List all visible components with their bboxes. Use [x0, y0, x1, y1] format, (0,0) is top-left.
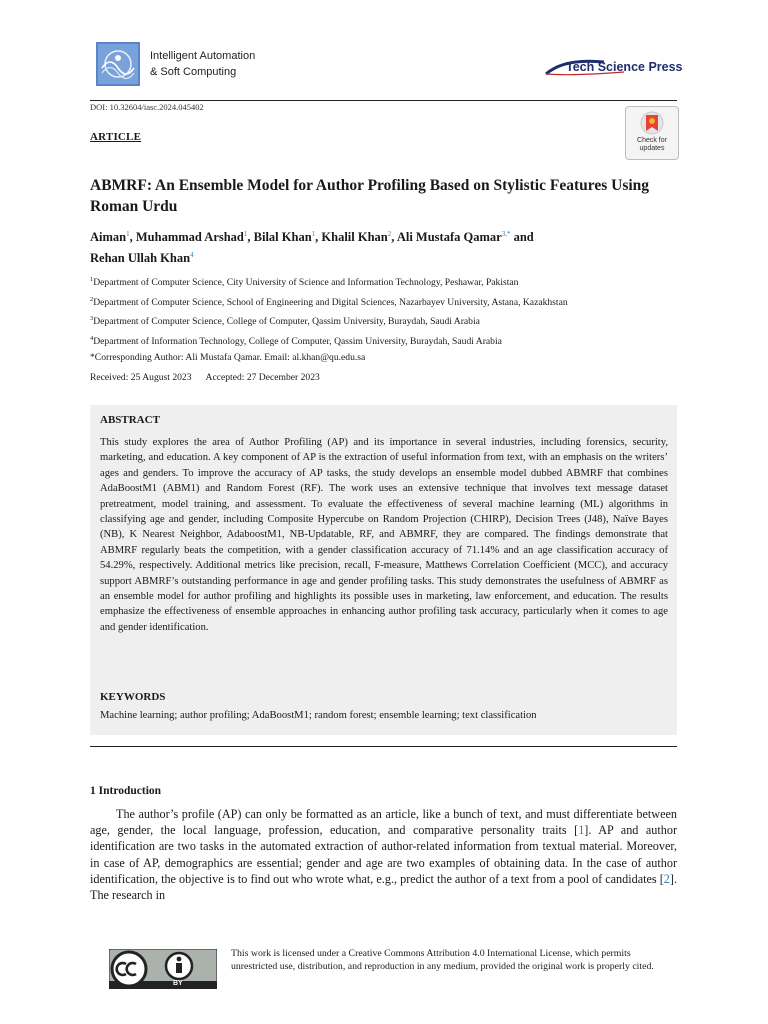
affiliation-number: 1 — [90, 276, 94, 283]
author-affiliation-marker: 4 — [190, 251, 194, 260]
author-affiliation-marker: 1 — [311, 230, 316, 238]
doi[interactable]: DOI: 10.32604/iasc.2024.045402 — [90, 102, 204, 112]
accepted-date: Accepted: 27 December 2023 — [205, 371, 320, 383]
author-name[interactable]: Aiman — [90, 230, 127, 245]
author-name[interactable]: Ali Mustafa Qamar — [396, 230, 502, 245]
abstract-rule — [90, 746, 677, 747]
citation-link[interactable]: 2 — [663, 871, 670, 886]
intro-text-3: ]. The research in — [90, 871, 677, 903]
cc-by-license-badge[interactable] — [109, 949, 217, 989]
citation-link[interactable]: 1 — [578, 823, 585, 838]
author-name[interactable]: Khalil Khan — [321, 230, 388, 245]
keywords-list: Machine learning; author profiling; AdaBoostM1; random forest; ensemble learning; text classification — [100, 710, 537, 721]
journal-logo-icon — [96, 42, 140, 86]
journal-name-line2: & Soft Computing — [150, 66, 237, 78]
author-affiliation-marker: 2 — [387, 230, 392, 238]
affiliation-text: Department of Computer Science, City University of Science and Information Technology, Peshawar, Pakistan — [93, 277, 519, 289]
author-separator: , — [315, 230, 322, 245]
check-updates-line1: Check for — [637, 137, 667, 144]
author-separator: , — [391, 230, 397, 245]
author-affiliation-marker: 3,* — [501, 230, 511, 238]
introduction-paragraph — [90, 806, 677, 903]
affiliation-item — [90, 329, 690, 349]
header-rule — [90, 100, 677, 101]
affiliation-text: Department of Computer Science, College of Computer, Qassim University, Buraydah, Saudi Arabia — [93, 316, 480, 328]
author-separator: , — [247, 230, 254, 245]
author-list — [90, 225, 690, 267]
dates-line — [90, 368, 690, 388]
abstract-heading: ABSTRACT — [100, 414, 160, 426]
author-separator: , — [129, 230, 136, 245]
check-updates-label — [626, 137, 678, 153]
check-updates-line2: updates — [639, 145, 665, 152]
author-affiliation-marker: 1 — [126, 230, 130, 238]
affiliation-item — [90, 309, 690, 329]
publisher-logo[interactable] — [544, 56, 684, 80]
author-name[interactable]: Bilal Khan — [253, 230, 312, 245]
bookmark-icon — [626, 109, 678, 139]
affiliation-text: Department of Information Technology, College of Computer, Qassim University, Buraydah, Saudi Arabia — [93, 335, 502, 347]
affiliation-number: 4 — [90, 334, 94, 342]
affiliation-item — [90, 270, 690, 290]
received-date: Received: 25 August 2023 — [90, 371, 192, 383]
affiliation-number: 2 — [90, 295, 94, 303]
author-affiliation-marker: 1 — [243, 230, 248, 238]
corresponding-author: *Corresponding Author: Ali Mustafa Qamar. Email: al.khan@qu.edu.sa — [90, 352, 366, 363]
paper-title: ABMRF: An Ensemble Model for Author Profiling Based on Stylistic Features Using Roman Urdu — [90, 177, 650, 215]
check-for-updates-button[interactable] — [625, 106, 679, 160]
cc-by-label: BY — [173, 980, 183, 987]
affiliation-item — [90, 290, 690, 310]
intro-text-1: The author’s profile (AP) can only be formatted as an article, like a bunch of text, and must differentiate between age, gender, the local language, profession, education, and comparative personality traits [ — [90, 807, 677, 838]
author-name[interactable]: Rehan Ullah Khan — [90, 251, 191, 266]
affiliations — [90, 270, 690, 387]
article-type-label: ARTICLE — [90, 131, 142, 143]
journal-name-line1: Intelligent Automation — [150, 50, 256, 62]
affiliation-number: 3 — [90, 315, 94, 322]
author-separator: and — [510, 230, 534, 245]
journal-name — [150, 48, 255, 80]
section-heading-introduction: 1 Introduction — [90, 785, 162, 797]
author-name[interactable]: Muhammad Arshad — [135, 230, 244, 245]
license-text: This work is licensed under a Creative Commons Attribution 4.0 International License, which permits unrestricted use, distribution, and reproduction in any medium, provided the original work is properly cited. — [231, 948, 654, 972]
intro-text-2: ]. AP and author identification are two tasks in the automated extraction of author-related information from textual material. Moreover, in case of AP, demographics are essential; gender and age are two examples of obtaining data. In the case of author identification, the objective is to find out who wrote what, e.g., predict the author of a text from a pool of candidates [ — [90, 823, 678, 886]
publisher-name: Tech Science Press — [566, 60, 683, 74]
abstract-body: This study explores the area of Author Profiling (AP) and its importance in several industries, including forensics, security, marketing, and education. A key component of AP is the extraction of useful information from text, with an emphasis on the writers’ ages and genders. To improve the accuracy of AP tasks, the study develops an ensemble model dubbed ABMRF that combines AdaBoostM1 (ABM1) and Random Forest (RF). The work uses an extensive technique that involves text message dataset pretreatment, model training, and assessment. To evaluate the effectiveness of several machine learning (ML) algorithms in classifying age and gender, including Composite Hypercube on Random Projection (CHIRP), Decision Trees (J48), Naïve Bayes (NB), K Nearest Neighbor, AdaboostM1, NB-Updatable, RF, and ABMRF, they are compared. The findings demonstrate that ABMRF regularly beats the competition, with a gender classification accuracy of 71.14% and an age classification accuracy of 54.29%, respectively. Additional metrics like precision, recall, F-measure, Matthews Correlation Coefficient (MCC), and accuracy support ABMRF’s outstanding performance in age and gender profiling tasks. This study demonstrates the usefulness of ABMRF as an ensemble model for author profiling and highlights its possible uses in marketing, law enforcement, and education. The results emphasize the effectiveness of ensemble approaches in enhancing author profiling task accuracy, particularly when it comes to age and gender identification. — [100, 437, 668, 633]
keywords-heading: KEYWORDS — [100, 691, 166, 703]
affiliation-text: Department of Computer Science, School of Engineering and Digital Sciences, Nazarbayev University, Astana, Kazakhstan — [93, 296, 568, 308]
